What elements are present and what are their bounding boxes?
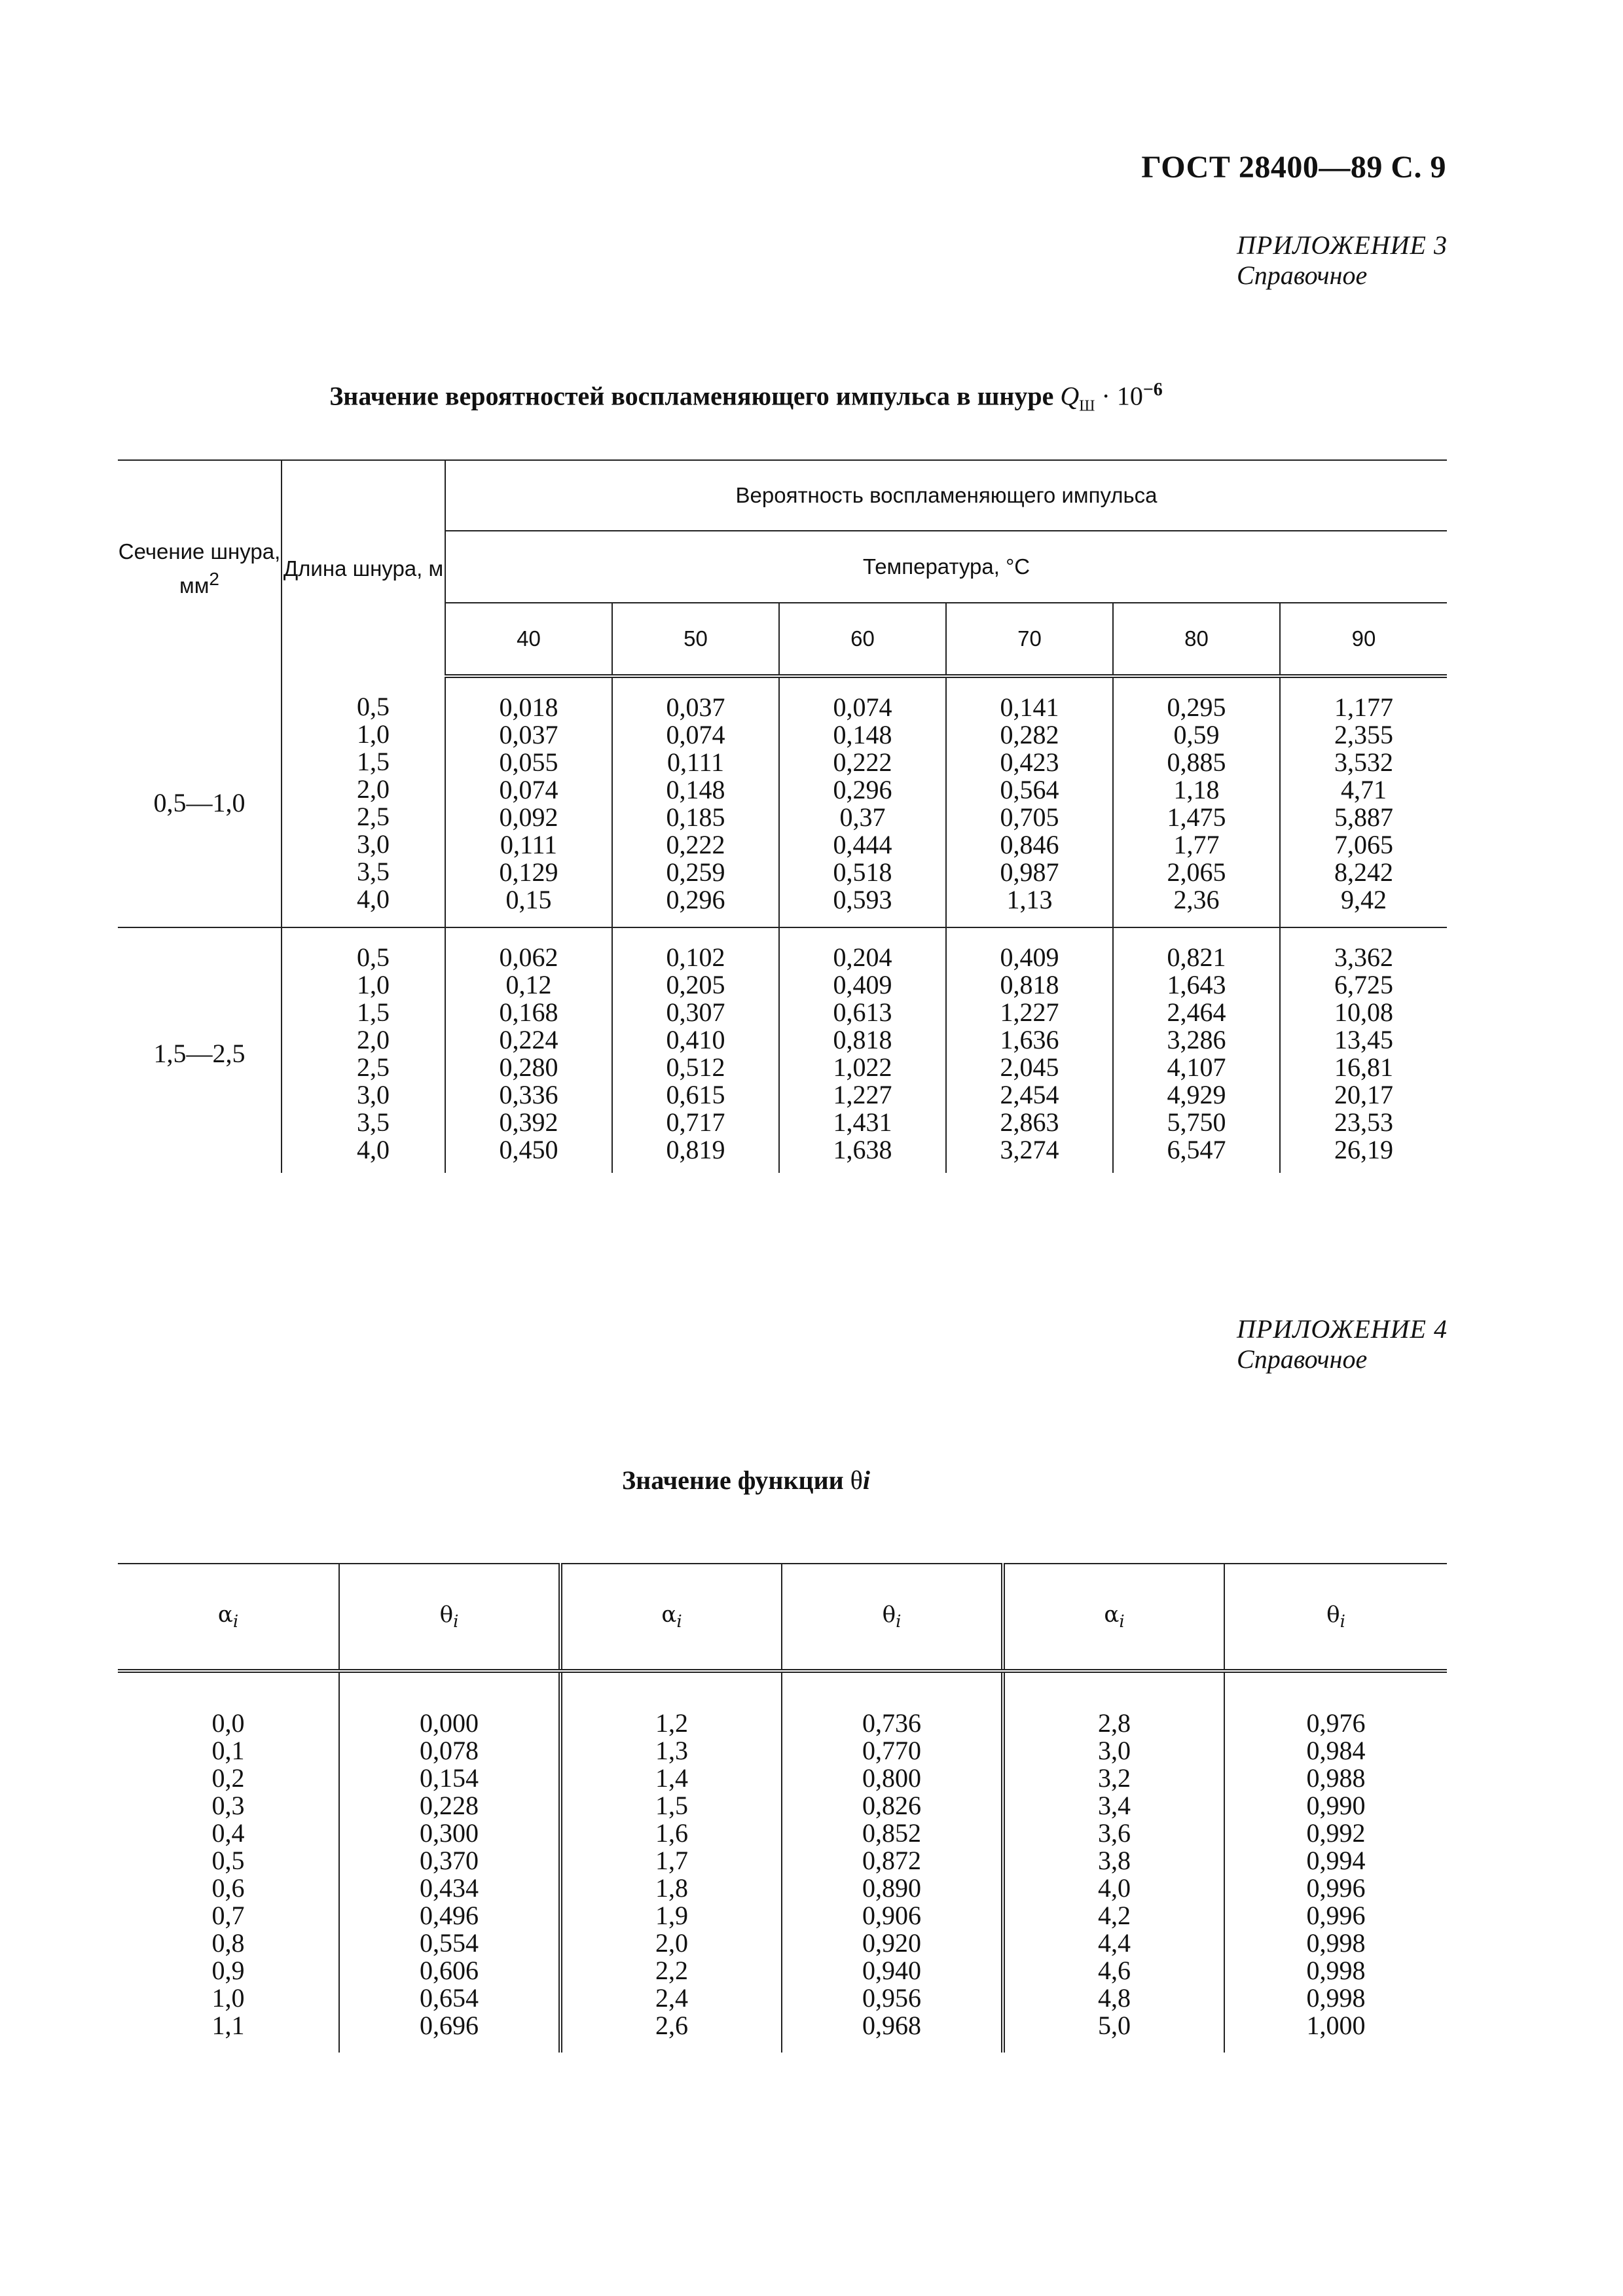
- table-row: [118, 927, 1447, 1173]
- probability-value: 3,286: [1167, 1025, 1226, 1054]
- probability-value: 0,018: [499, 692, 558, 722]
- probability-value: 0,518: [833, 857, 892, 887]
- probability-value: 0,295: [1167, 692, 1226, 722]
- probability-value: 1,177: [1334, 692, 1393, 722]
- probability-cell: [779, 927, 946, 1173]
- col-header-probability: Вероятность воспламеняющего импульса: [445, 460, 1447, 531]
- length-value: 0,5: [357, 942, 390, 972]
- probability-value: 0,12: [505, 970, 552, 999]
- alpha-value: 4,6: [1098, 1956, 1131, 1985]
- probability-value: 2,065: [1167, 857, 1226, 887]
- length-value: 1,5: [357, 746, 390, 776]
- probability-value: 0,615: [666, 1080, 725, 1109]
- probability-cell: [779, 676, 946, 927]
- length-value: 4,0: [357, 1135, 390, 1164]
- probability-value: 0,336: [499, 1080, 558, 1109]
- theta-value: 0,994: [1306, 1846, 1366, 1875]
- probability-value: 26,19: [1334, 1135, 1393, 1164]
- probability-value: 0,037: [666, 692, 725, 722]
- probability-value: 0,987: [1000, 857, 1059, 887]
- probability-value: 0,224: [499, 1025, 558, 1054]
- alpha-value: 4,2: [1098, 1901, 1131, 1930]
- theta-value: 0,988: [1306, 1763, 1366, 1793]
- table1-title-symbol: Q: [1060, 381, 1080, 411]
- probability-cell: [612, 927, 779, 1173]
- probability-value: 1,638: [833, 1135, 892, 1164]
- alpha-value: 1,5: [655, 1791, 688, 1820]
- theta-symbol: $\theta_i$: [1326, 1602, 1345, 1632]
- alpha-value: 3,8: [1098, 1846, 1131, 1875]
- probability-value: 0,410: [666, 1025, 725, 1054]
- probability-value: 0,818: [1000, 970, 1059, 999]
- length-value: 0,5: [357, 691, 390, 721]
- length-value: 1,5: [357, 997, 390, 1027]
- length-cell: [282, 927, 445, 1173]
- theta-value: 0,554: [420, 1928, 479, 1958]
- appendix-4-label: ПРИЛОЖЕНИЕ 4: [1237, 1314, 1448, 1344]
- probability-cell: [612, 676, 779, 927]
- probability-value: 0,259: [666, 857, 725, 887]
- probability-value: 0,074: [666, 720, 725, 749]
- temp-header-40: 40: [445, 603, 612, 676]
- alpha-value: 1,0: [211, 1983, 245, 2013]
- probability-value: 0,885: [1167, 747, 1226, 777]
- probability-value: 0,205: [666, 970, 725, 999]
- theta-sub: i: [453, 1611, 459, 1632]
- probability-value: 9,42: [1341, 885, 1387, 914]
- alpha-value: 1,1: [211, 2011, 245, 2040]
- ignition-probability-table: [118, 459, 1447, 1173]
- alpha-value: 1,3: [655, 1736, 688, 1765]
- alpha-value: 4,0: [1098, 1873, 1131, 1903]
- theta-header: [339, 1564, 560, 1671]
- probability-value: 0,717: [666, 1107, 725, 1137]
- probability-value: 20,17: [1334, 1080, 1393, 1109]
- probability-value: 0,821: [1167, 942, 1226, 972]
- table2-title-symbol: θ: [850, 1465, 863, 1495]
- theta-value: 0,736: [862, 1708, 921, 1738]
- alpha-value: 2,0: [655, 1928, 688, 1958]
- theta-value: 0,696: [420, 2011, 479, 2040]
- theta-value: 0,968: [862, 2011, 921, 2040]
- theta-symbol: $\theta_i$: [439, 1602, 459, 1632]
- probability-value: 0,222: [666, 830, 725, 859]
- probability-value: 6,547: [1167, 1135, 1226, 1164]
- alpha-value: 0,6: [211, 1873, 245, 1903]
- table1-title-factor: · 10: [1101, 381, 1143, 411]
- probability-cell: [1113, 676, 1280, 927]
- alpha-symbol: $\alpha_i$: [661, 1602, 682, 1632]
- alpha-sub: i: [676, 1611, 682, 1632]
- document-header: ГОСТ 28400—89 С. 9: [1141, 150, 1446, 185]
- probability-cell: [445, 676, 612, 927]
- alpha-value: 3,6: [1098, 1818, 1131, 1848]
- theta-function-table: [118, 1563, 1447, 2053]
- table2-title-symbol-sub: i: [862, 1465, 870, 1495]
- alpha-value: 3,4: [1098, 1791, 1131, 1820]
- theta-value: 0,078: [420, 1736, 479, 1765]
- alpha-value: 1,6: [655, 1818, 688, 1848]
- probability-value: 0,074: [833, 692, 892, 722]
- probability-value: 0,59: [1173, 720, 1220, 749]
- theta-value: 0,890: [862, 1873, 921, 1903]
- alpha-value: 0,5: [211, 1846, 245, 1875]
- theta-value: 0,852: [862, 1818, 921, 1848]
- alpha-value: 1,8: [655, 1873, 688, 1903]
- alpha-value: 5,0: [1098, 2011, 1131, 2040]
- length-value: 1,0: [357, 719, 390, 749]
- alpha-value: 1,2: [655, 1708, 688, 1738]
- alpha-value: 0,7: [211, 1901, 245, 1930]
- probability-cell: [1280, 927, 1447, 1173]
- probability-value: 1,022: [833, 1052, 892, 1082]
- theta-sub: i: [1340, 1611, 1345, 1632]
- alpha-symbol: $\alpha_i$: [217, 1602, 239, 1632]
- probability-value: 0,185: [666, 802, 725, 832]
- probability-value: 0,705: [1000, 802, 1059, 832]
- alpha-value: 0,0: [211, 1708, 245, 1738]
- alpha-cell: [560, 1671, 782, 2053]
- theta-value: 0,228: [420, 1791, 479, 1820]
- probability-value: 0,15: [505, 885, 552, 914]
- length-value: 3,5: [357, 1107, 390, 1137]
- alpha-value: 2,2: [655, 1956, 688, 1985]
- probability-value: 1,643: [1167, 970, 1226, 999]
- theta-value: 0,434: [420, 1873, 479, 1903]
- length-value: 1,0: [357, 970, 390, 999]
- appendix-3-label: ПРИЛОЖЕНИЕ 3: [1237, 230, 1448, 260]
- temp-header-80: 80: [1113, 603, 1280, 676]
- probability-value: 0,818: [833, 1025, 892, 1054]
- length-value: 2,5: [357, 1052, 390, 1082]
- alpha-value: 0,3: [211, 1791, 245, 1820]
- length-value: 4,0: [357, 884, 390, 914]
- probability-value: 4,71: [1341, 775, 1387, 804]
- alpha-value: 1,7: [655, 1846, 688, 1875]
- probability-value: 0,392: [499, 1107, 558, 1137]
- theta-value: 0,800: [862, 1763, 921, 1793]
- probability-value: 4,107: [1167, 1052, 1226, 1082]
- probability-value: 0,037: [499, 720, 558, 749]
- probability-value: 0,111: [500, 830, 558, 859]
- appendix-4-heading: [1237, 1314, 1448, 1374]
- alpha-header: [118, 1564, 339, 1671]
- probability-value: 0,168: [499, 997, 558, 1027]
- probability-value: 23,53: [1334, 1107, 1393, 1137]
- probability-value: 0,280: [499, 1052, 558, 1082]
- probability-value: 0,092: [499, 802, 558, 832]
- probability-value: 2,045: [1000, 1052, 1059, 1082]
- probability-value: 0,111: [666, 747, 725, 777]
- probability-value: 1,227: [833, 1080, 892, 1109]
- alpha-value: 1,9: [655, 1901, 688, 1930]
- table2-title: [0, 1465, 1558, 1496]
- probability-value: 6,725: [1334, 970, 1393, 999]
- probability-value: 2,863: [1000, 1107, 1059, 1137]
- alpha-sub: i: [232, 1611, 239, 1632]
- probability-value: 13,45: [1334, 1025, 1393, 1054]
- probability-value: 3,362: [1334, 942, 1393, 972]
- probability-value: 0,444: [833, 830, 892, 859]
- probability-value: 0,282: [1000, 720, 1059, 749]
- theta-symbol: $\theta_i$: [882, 1602, 902, 1632]
- probability-value: 0,450: [499, 1135, 558, 1164]
- alpha-value: 0,2: [211, 1763, 245, 1793]
- theta-cell: [782, 1671, 1003, 2053]
- probability-value: 2,454: [1000, 1080, 1059, 1109]
- temp-header-90: 90: [1280, 603, 1447, 676]
- temp-header-60: 60: [779, 603, 946, 676]
- theta-cell: [339, 1671, 560, 2053]
- probability-value: 0,074: [499, 775, 558, 804]
- length-value: 3,0: [357, 829, 390, 859]
- length-value: 2,5: [357, 801, 390, 831]
- probability-value: 7,065: [1334, 830, 1393, 859]
- alpha-header: [560, 1564, 782, 1671]
- probability-value: 1,475: [1167, 802, 1226, 832]
- section-cell: 1,5—2,5: [118, 927, 282, 1173]
- theta-value: 0,154: [420, 1763, 479, 1793]
- table1-title-symbol-sub: Ш: [1079, 397, 1095, 415]
- alpha-value: 4,8: [1098, 1983, 1131, 2013]
- appendix-4-kind: Справочное: [1237, 1344, 1368, 1374]
- probability-value: 0,148: [833, 720, 892, 749]
- theta-value: 0,370: [420, 1846, 479, 1875]
- theta-value: 0,872: [862, 1846, 921, 1875]
- temp-header-70: 70: [946, 603, 1113, 676]
- alpha-value: 0,4: [211, 1818, 245, 1848]
- alpha-value: 1,4: [655, 1763, 688, 1793]
- probability-value: 0,613: [833, 997, 892, 1027]
- alpha-value: 2,4: [655, 1983, 688, 2013]
- theta-value: 0,920: [862, 1928, 921, 1958]
- probability-cell: [445, 927, 612, 1173]
- col-header-length: Длина шнура, м: [282, 460, 445, 676]
- length-value: 3,5: [357, 856, 390, 886]
- probability-value: 16,81: [1334, 1052, 1393, 1082]
- probability-cell: [1280, 676, 1447, 927]
- theta-value: 0,996: [1306, 1901, 1366, 1930]
- theta-value: 0,770: [862, 1736, 921, 1765]
- probability-value: 3,274: [1000, 1135, 1059, 1164]
- alpha-value: 0,9: [211, 1956, 245, 1985]
- appendix-3-kind: Справочное: [1237, 260, 1368, 290]
- col-header-section-text: Сечение шнура, мм: [118, 539, 281, 598]
- table1-title: [0, 380, 1558, 415]
- theta-value: 0,998: [1306, 1956, 1366, 1985]
- col-header-temperature: Температура, °С: [445, 531, 1447, 603]
- length-value: 2,0: [357, 1025, 390, 1054]
- theta-value: 0,906: [862, 1901, 921, 1930]
- alpha-value: 2,8: [1098, 1708, 1131, 1738]
- theta-value: 0,940: [862, 1956, 921, 1985]
- theta-value: 0,956: [862, 1983, 921, 2013]
- theta-cell: [1224, 1671, 1447, 2053]
- alpha-value: 0,1: [211, 1736, 245, 1765]
- probability-value: 1,636: [1000, 1025, 1059, 1054]
- probability-value: 0,307: [666, 997, 725, 1027]
- probability-value: 1,227: [1000, 997, 1059, 1027]
- probability-cell: [946, 676, 1113, 927]
- probability-value: 0,129: [499, 857, 558, 887]
- appendix-3-heading: [1237, 230, 1448, 291]
- probability-value: 2,355: [1334, 720, 1393, 749]
- alpha-cell: [1003, 1671, 1224, 2053]
- section-cell: 0,5—1,0: [153, 787, 246, 817]
- probability-value: 0,423: [1000, 747, 1059, 777]
- probability-value: 0,222: [833, 747, 892, 777]
- probability-value: 5,750: [1167, 1107, 1226, 1137]
- theta-sub: i: [896, 1611, 902, 1632]
- theta-value: 0,990: [1306, 1791, 1366, 1820]
- length-value: 3,0: [357, 1080, 390, 1109]
- theta-value: 0,000: [420, 1708, 479, 1738]
- table-row: [118, 676, 1447, 927]
- probability-value: 0,409: [833, 970, 892, 999]
- theta-value: 0,300: [420, 1818, 479, 1848]
- probability-value: 3,532: [1334, 747, 1393, 777]
- alpha-value: 3,0: [1098, 1736, 1131, 1765]
- probability-value: 2,464: [1167, 997, 1226, 1027]
- probability-value: 2,36: [1173, 885, 1220, 914]
- table2-title-text: Значение функции: [622, 1465, 844, 1495]
- probability-value: 5,887: [1334, 802, 1393, 832]
- alpha-sub: i: [1119, 1611, 1125, 1632]
- alpha-symbol: $\alpha_i$: [1104, 1602, 1125, 1632]
- probability-cell: [1113, 927, 1280, 1173]
- probability-value: 0,409: [1000, 942, 1059, 972]
- theta-value: 0,984: [1306, 1736, 1366, 1765]
- probability-value: 0,204: [833, 942, 892, 972]
- alpha-value: 4,4: [1098, 1928, 1131, 1958]
- probability-value: 8,242: [1334, 857, 1393, 887]
- alpha-value: 2,6: [655, 2011, 688, 2040]
- alpha-header: [1003, 1564, 1224, 1671]
- probability-cell: [946, 927, 1113, 1173]
- probability-value: 0,102: [666, 942, 725, 972]
- theta-value: 0,976: [1306, 1708, 1366, 1738]
- probability-value: 4,929: [1167, 1080, 1226, 1109]
- theta-value: 0,992: [1306, 1818, 1366, 1848]
- probability-value: 0,148: [666, 775, 725, 804]
- probability-value: 0,564: [1000, 775, 1059, 804]
- col-header-section: [118, 460, 282, 676]
- probability-value: 0,141: [1000, 692, 1059, 722]
- theta-value: 0,996: [1306, 1873, 1366, 1903]
- alpha-value: 3,2: [1098, 1763, 1131, 1793]
- theta-value: 1,000: [1306, 2011, 1366, 2040]
- table1-title-exp: −6: [1142, 380, 1163, 400]
- probability-value: 0,819: [666, 1135, 725, 1164]
- alpha-cell: [118, 1671, 339, 2053]
- theta-value: 0,826: [862, 1791, 921, 1820]
- theta-value: 0,606: [420, 1956, 479, 1985]
- theta-value: 0,496: [420, 1901, 479, 1930]
- probability-value: 0,296: [666, 885, 725, 914]
- temp-header-50: 50: [612, 603, 779, 676]
- theta-value: 0,998: [1306, 1983, 1366, 2013]
- probability-value: 1,13: [1006, 885, 1053, 914]
- theta-value: 0,998: [1306, 1928, 1366, 1958]
- theta-header: [782, 1564, 1003, 1671]
- col-header-section-sup: 2: [209, 568, 219, 589]
- probability-value: 0,512: [666, 1052, 725, 1082]
- probability-value: 1,18: [1173, 775, 1220, 804]
- length-value: 2,0: [357, 774, 390, 804]
- theta-value: 0,654: [420, 1983, 479, 2013]
- probability-value: 0,846: [1000, 830, 1059, 859]
- probability-value: 10,08: [1334, 997, 1393, 1027]
- probability-value: 0,37: [839, 802, 886, 832]
- theta-header: [1224, 1564, 1447, 1671]
- probability-value: 0,055: [499, 747, 558, 777]
- alpha-value: 0,8: [211, 1928, 245, 1958]
- length-cell: [282, 676, 445, 927]
- probability-value: 1,431: [833, 1107, 892, 1137]
- probability-value: 0,593: [833, 885, 892, 914]
- table1-title-text: Значение вероятностей воспламеняющего импульса в шнуре: [329, 381, 1054, 411]
- probability-value: 1,77: [1173, 830, 1220, 859]
- probability-value: 0,062: [499, 942, 558, 972]
- probability-value: 0,296: [833, 775, 892, 804]
